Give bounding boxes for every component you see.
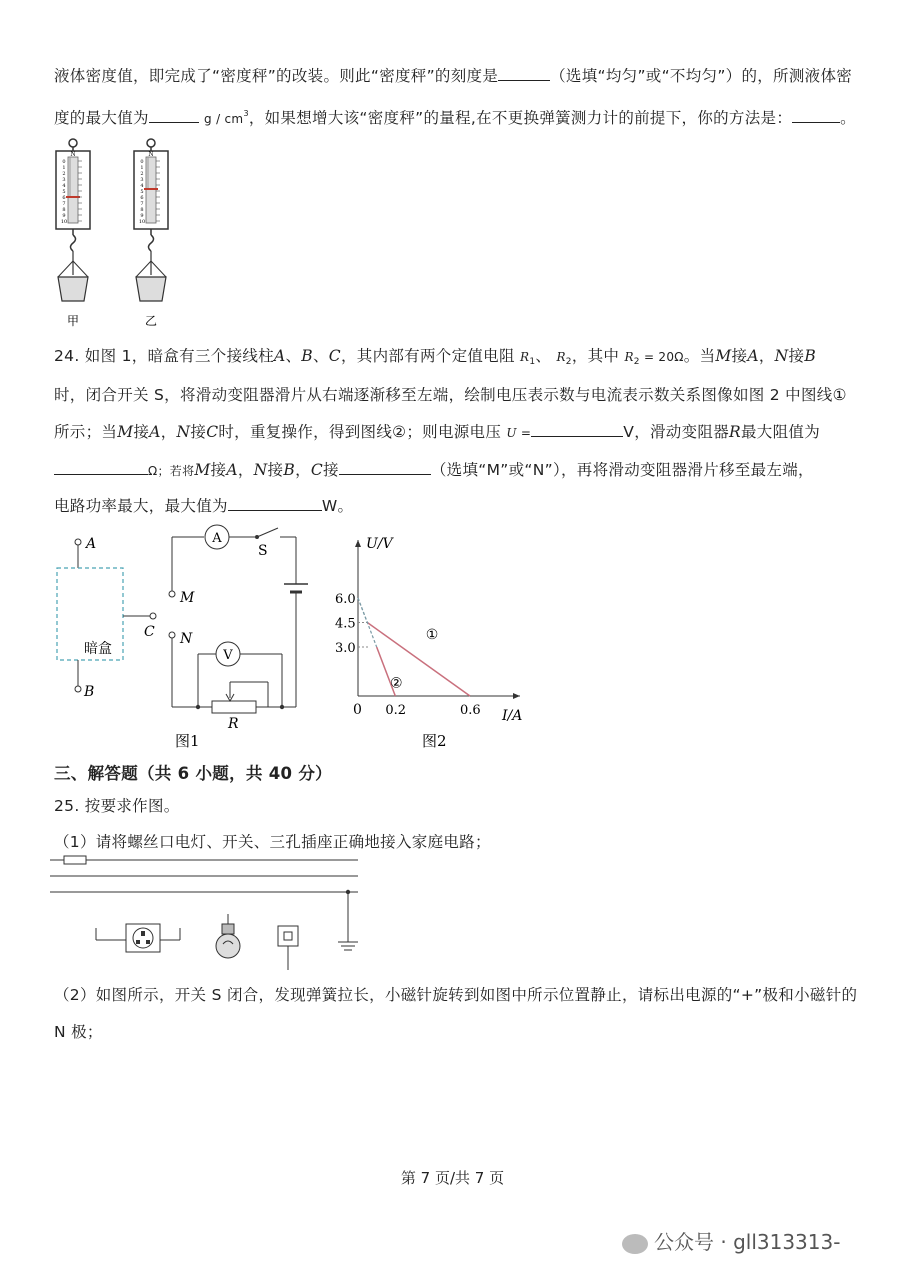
figure-2-caption: 图2 [422, 732, 447, 750]
spring-scale-yi [134, 139, 168, 328]
ui-graph-figure-2 [322, 528, 532, 754]
section3-heading: 三、解答题（共 6 小题，共 40 分） [54, 764, 332, 783]
scale-tick-label: 5 [62, 189, 66, 195]
scale-tick-label: 8 [140, 207, 144, 213]
scale-tick-label: 9 [62, 213, 66, 219]
scale-unit-label: N [148, 151, 154, 158]
terminal-n-label: N [180, 631, 193, 647]
rheostat [212, 701, 256, 713]
scale-unit-label: N [70, 151, 76, 158]
wall-switch-icon [278, 926, 298, 970]
y-tick-label: 3.0 [335, 641, 356, 656]
x-tick-label: 0.2 [385, 703, 407, 718]
voltmeter-label: V [223, 648, 233, 663]
q24-line2: 时，闭合开关 S，将滑动变阻器滑片从右端逐渐移至左端，绘制电压表示数与电流表示数关系图像如图 2 中图线① [54, 386, 847, 404]
scale-tick-label: 3 [62, 177, 66, 183]
terminal-b [75, 686, 81, 692]
scale-tick-label: 2 [62, 171, 66, 177]
q24-line1: 24. 如图 1，暗盒有三个接线柱A、B、C，其内部有两个定值电阻 $R_1$、 $R_2$，其中 $R_2 = 20\Omega$。当M接A，N接B [54, 347, 817, 367]
origin-label: 0 [353, 702, 362, 718]
scale-tick-label: 0 [62, 159, 66, 165]
scale-tick-label: 1 [62, 165, 66, 171]
q25-part2-line2: N 极； [54, 1023, 103, 1041]
circuit-figure-1 [50, 522, 320, 754]
q24-line4: Ω；若将M接A，N接B，C接 （选填“M”或“N”），再将滑动变阻器滑片移至最左端， [54, 458, 865, 480]
x-axis-arrow [513, 693, 520, 699]
scale-tick-label: 1 [140, 165, 144, 171]
scale-tick-label: 9 [140, 213, 144, 219]
switch-s [257, 528, 278, 537]
terminal-m [169, 591, 175, 597]
y-axis-arrow [355, 540, 361, 547]
q25-part2-line1: （2）如图所示，开关 S 闭合，发现弹簧拉长，小磁针旋转到如图中所示位置静止，请标出电源的“+”极和小磁针的 [54, 986, 858, 1004]
scale-tick-label: 6 [140, 195, 144, 201]
black-box-label: 暗盒 [84, 641, 112, 657]
y-tick-label: 6.0 [335, 592, 356, 607]
q24-line3: 所示；当M接A，N接C时，重复操作，得到图线②；则电源电压 U = V，滑动变阻器R最大阻值为 [54, 420, 865, 442]
series-1-label: ① [425, 627, 439, 643]
terminal-c-label: C [144, 624, 155, 640]
switch-label: S [258, 543, 268, 559]
terminal-a-label: A [86, 536, 97, 552]
scale-tick-label: 10 [138, 219, 146, 225]
scale-tick-label: 10 [60, 219, 68, 225]
x-axis-label: I/A [502, 708, 523, 724]
rheostat-label: R [228, 716, 239, 732]
screw-bulb-icon [216, 914, 240, 958]
scale-tick-label: 7 [62, 201, 66, 207]
scale-tick-label: 0 [140, 159, 144, 165]
series-2-extension [358, 598, 377, 647]
scale-tick-label: 8 [62, 207, 66, 213]
terminal-n [169, 632, 175, 638]
spring-scales-figure [50, 135, 180, 335]
series-2-label: ② [390, 675, 403, 692]
q25-part1: （1）请将螺丝口电灯、开关、三孔插座正确地接入家庭电路； [54, 833, 491, 851]
ammeter-label: A [212, 531, 222, 546]
watermark: 公众号 · gll313313- [622, 1226, 840, 1255]
scale-tick-label: 2 [140, 171, 144, 177]
q24-line5: 电路功率最大，最大值为 W。 [54, 494, 865, 516]
y-tick-label: 4.5 [335, 616, 356, 632]
y-axis-label: U/V [366, 536, 393, 552]
q25-title: 25. 按要求作图。 [54, 797, 180, 815]
scale-tick-label: 5 [140, 189, 144, 195]
scale-tick-label: 4 [140, 183, 144, 189]
scale-tick-label: 7 [140, 201, 144, 207]
terminal-a [75, 539, 81, 545]
scale-tick-label: 4 [62, 183, 66, 189]
wechat-icon [622, 1234, 648, 1254]
three-pin-socket-icon [96, 924, 180, 952]
figure-1-caption: 图1 [175, 732, 200, 750]
terminal-m-label: M [180, 590, 195, 606]
label-jia: 甲 [66, 314, 80, 328]
spring-scale-jia [56, 139, 90, 328]
fuse [64, 856, 86, 864]
terminal-b-label: B [84, 684, 95, 700]
series-1-line [367, 623, 470, 697]
scale-tick-label: 3 [140, 177, 144, 183]
page-footer: 第 7 页/共 7 页 [400, 1169, 505, 1187]
q23-line2: 度的最大值为 g / $cm^3$，如果想增大该“密度秤”的量程,在不更换弹簧测力计的前提下，你的方法是： 。 [54, 106, 865, 128]
q23-line1: 液体密度值，即完成了“密度秤”的改装。则此“密度秤”的刻度是 （选填“均匀”或“不均匀”）的，所测液体密 [54, 64, 865, 86]
label-yi: 乙 [144, 314, 158, 328]
scale-tick-label: 6 [62, 195, 66, 201]
household-circuit-figure [50, 852, 370, 976]
terminal-c [150, 613, 156, 619]
x-tick-label: 0.6 [460, 703, 481, 718]
